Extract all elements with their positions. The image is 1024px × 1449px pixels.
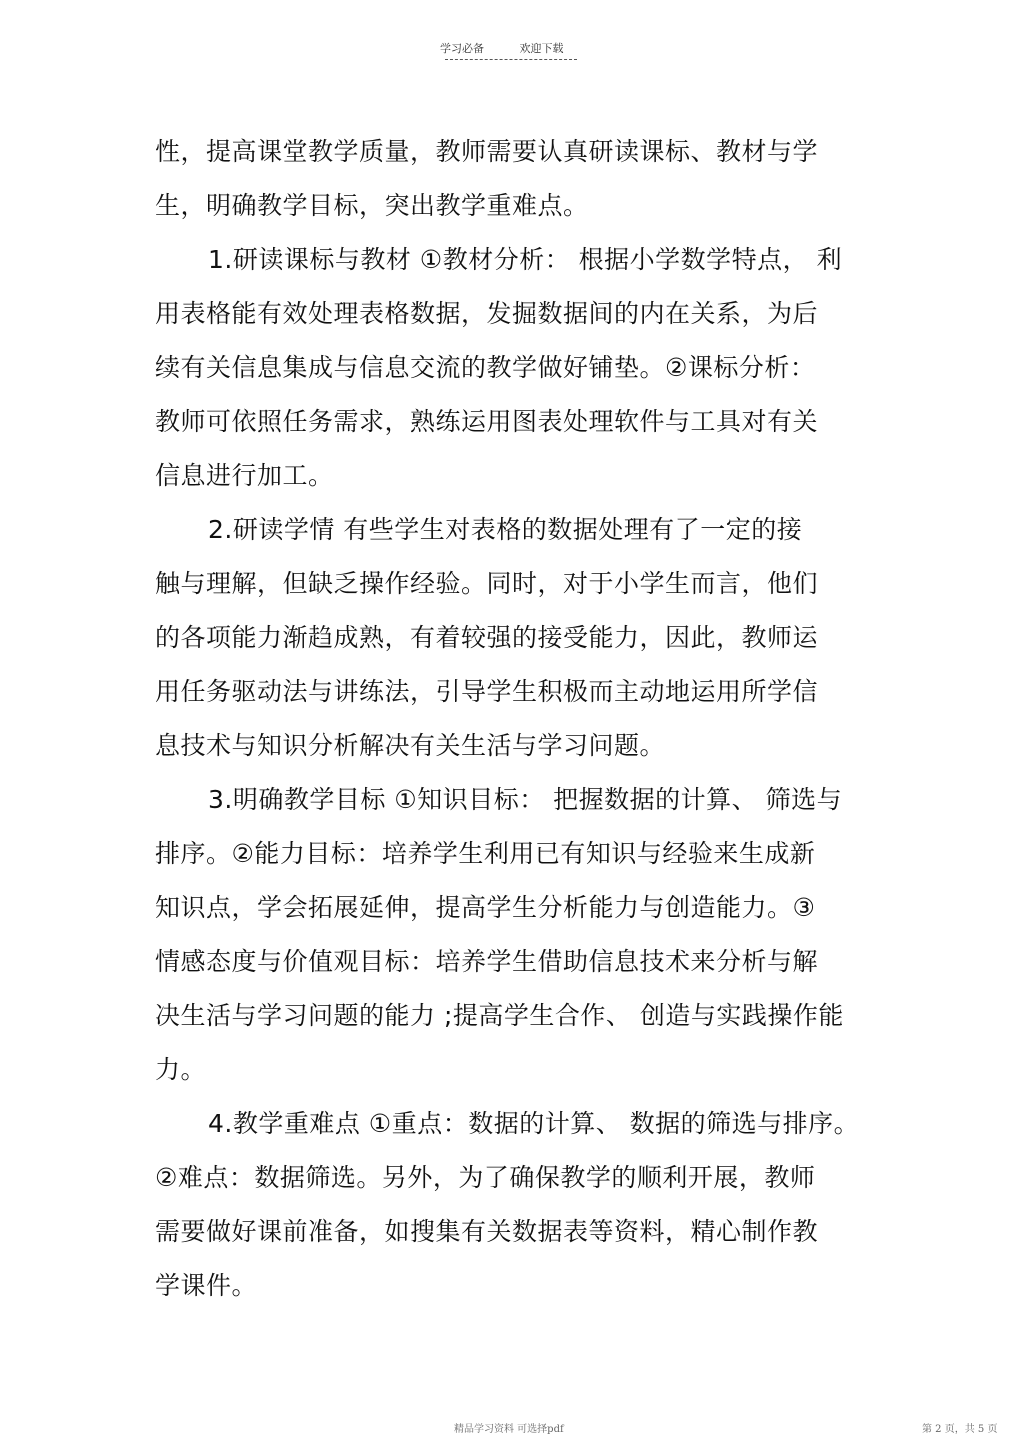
text-line: 排序。②能力目标：培养学生利用已有知识与经验来生成新 (155, 839, 816, 868)
text-line: 学课件。 (155, 1271, 258, 1300)
text-line: 力。 (155, 1055, 207, 1084)
text-line: 知识点，学会拓展延伸，提高学生分析能力与创造能力。③ (155, 893, 816, 922)
text-line: 教师可依照任务需求，熟练运用图表处理软件与工具对有关 (155, 407, 819, 436)
text-line: 信息进行加工。 (155, 461, 334, 490)
text-line: 的各项能力渐趋成熟，有着较强的接受能力，因此，教师运 (155, 623, 819, 652)
header-left-text: 学习必备 (440, 42, 484, 55)
text-line: ②难点：数据筛选。另外，为了确保教学的顺利开展，教师 (155, 1163, 816, 1192)
text-line: 用任务驱动法与讲练法，引导学生积极而主动地运用所学信 (155, 677, 819, 706)
footer-left-text: 精品学习资料 可选择pdf (454, 1424, 564, 1435)
text-line: 触与理解，但缺乏操作经验。同时，对于小学生而言，他们 (155, 569, 819, 598)
text-line: 情感态度与价值观目标：培养学生借助信息技术来分析与解 (155, 947, 819, 976)
text-line: 息技术与知识分析解决有关生活与学习问题。 (155, 731, 666, 760)
section-heading-2: 2.研读学情 有些学生对表格的数据处理有了一定的接 (208, 515, 803, 544)
section-heading-1: 1.研读课标与教材 ①教材分析： 根据小学数学特点， 利 (208, 245, 843, 274)
text-line: 续有关信息集成与信息交流的教学做好铺垫。②课标分析： (155, 353, 816, 382)
section-heading-4: 4.教学重难点 ①重点：数据的计算、 数据的筛选与排序。 (208, 1109, 860, 1138)
text-line: 性，提高课堂教学质量，教师需要认真研读课标、教材与学 (155, 137, 819, 166)
text-line: 用表格能有效处理表格数据，发掘数据间的内在关系，为后 (155, 299, 819, 328)
text-line: 生，明确教学目标，突出教学重难点。 (155, 191, 589, 220)
section-heading-3: 3.明确教学目标 ①知识目标： 把握数据的计算、 筛选与 (208, 785, 843, 814)
text-line: 需要做好课前准备，如搜集有关数据表等资料，精心制作教 (155, 1217, 819, 1246)
header-right-text: 欢迎下载 (519, 42, 564, 55)
text-line: 决生活与学习问题的能力 ;提高学生合作、 创造与实践操作能 (155, 1001, 844, 1030)
page-number: 第 2 页，共 5 页 (922, 1424, 998, 1435)
